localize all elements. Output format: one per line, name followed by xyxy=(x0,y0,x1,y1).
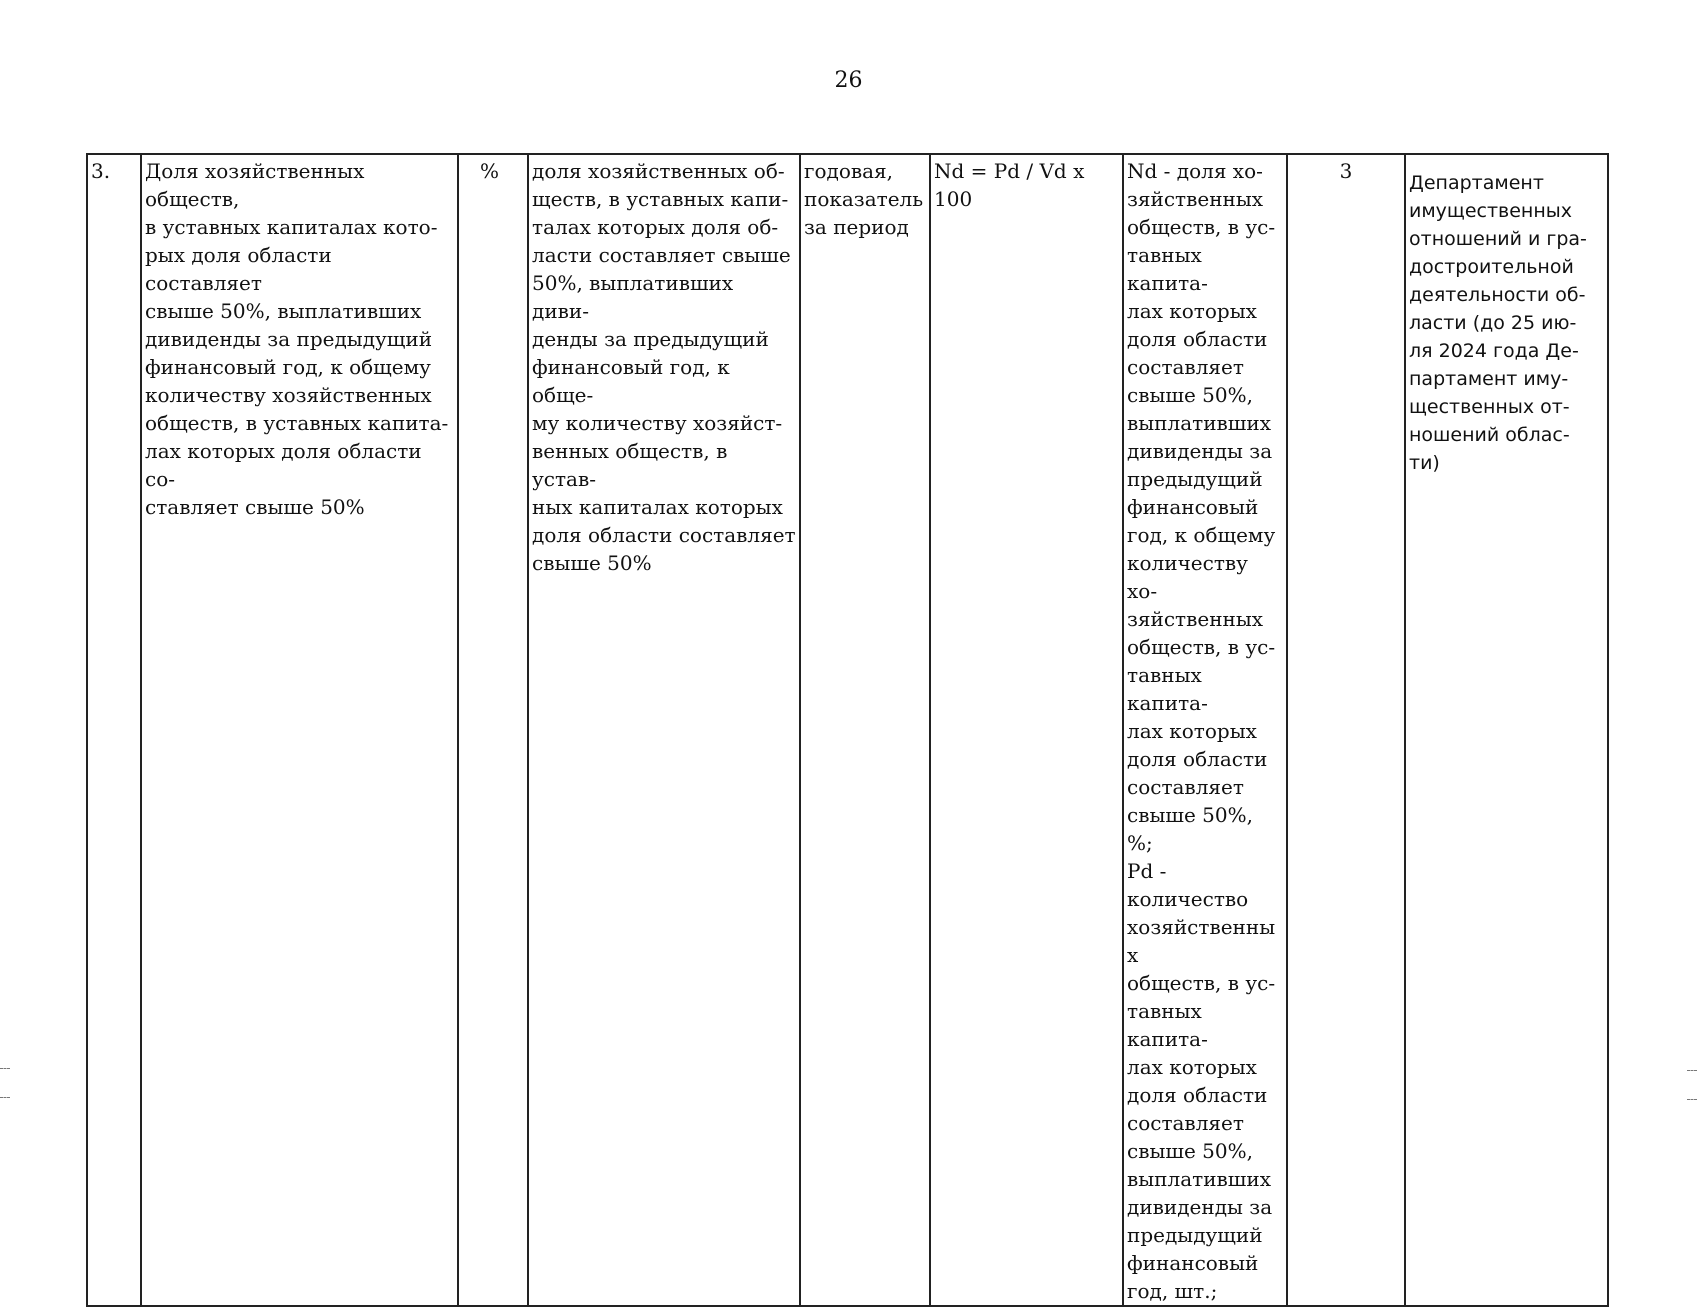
responsible-cell xyxy=(1405,154,1608,1306)
indicator-name: Доля хозяйственных обществ, в уставных капиталах кото- рых доля области составляет свыше 50%, выплативших дивиденды за предыдущий финансовый год, к общему количеству хозяйственных обществ, в уставных капита- лах которых доля области со- ставляет свыше 50% xyxy=(145,159,449,519)
indicator-name-cell xyxy=(141,154,458,1306)
periodicity-cell xyxy=(800,154,930,1306)
periodicity: годовая, показатель за период xyxy=(804,159,924,239)
row-number: 3. xyxy=(91,159,111,183)
formula: Nd = Pd / Vd x 100 xyxy=(934,159,1085,211)
variables-cell xyxy=(1123,154,1287,1306)
indicator-definition: доля хозяйственных об- ществ, в уставных капи- талах которых доля об- ласти составляет свыше 50%, выплативших диви- денды за предыдущий финансовый год, к обще- му количеству хозяйст- венных обществ, в устав- ных капиталах которых доля области составляет свыше 50% xyxy=(532,159,796,575)
code-cell xyxy=(1287,154,1405,1306)
page-number: 26 xyxy=(834,68,863,93)
formula-cell xyxy=(930,154,1123,1306)
indicator-table xyxy=(86,153,1609,1307)
formula-variables: Nd - доля хо- зяйственных обществ, в ус- тавных капита- лах которых доля области составляет свыше 50%, выплативших дивиденды за предыдущий финансовый год, к общему количеству хо- зяйственных обществ, в ус- тавных капита- лах которых доля области составляет свыше 50%, %; Pd - количество хозяйственных обществ, в ус- тавных капита- лах которых доля области составляет свыше 50%, выплативших дивиденды за предыдущий финансовый год, шт.; xyxy=(1127,159,1276,1303)
unit-cell xyxy=(458,154,528,1306)
right-edge-mark xyxy=(1687,1070,1697,1100)
definition-cell xyxy=(528,154,800,1306)
code: 3 xyxy=(1339,159,1353,183)
table-row xyxy=(87,154,1608,1306)
row-number-cell xyxy=(87,154,141,1306)
responsible-department: Департамент имущественных отношений и гра- достроительной деятельности об- ласти (до 25 ию- ля 2024 года Де- партамент иму- щественных от- ношений облас- ти) xyxy=(1409,172,1587,474)
unit: % xyxy=(480,159,500,183)
left-edge-mark xyxy=(0,1068,10,1098)
